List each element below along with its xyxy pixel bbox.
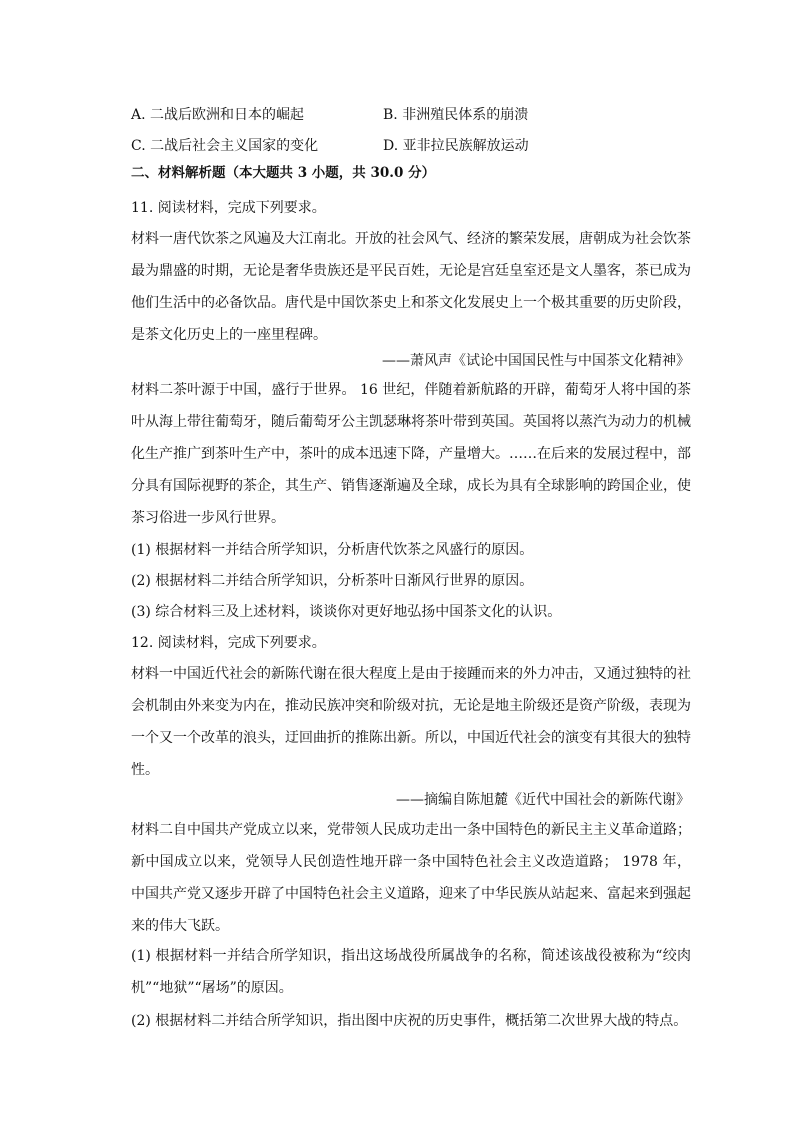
q11-sub-2: (2) 根据材料二并结合所学知识，分析茶叶日渐风行世界的原因。 bbox=[131, 573, 534, 589]
q11-material-2: 材料二茶叶源于中国，盛行于世界。 16 世纪，伴随着新航路的开辟，葡萄牙人将中国的茶叶从海上带往葡萄牙，随后葡萄牙公主凯瑟琳将茶叶带到英国。英国将以蒸汽为动力的机械化生产推广到茶叶生产中，茶叶的成本迅速下降，产量增大。……在后来的发展过程中，部分具有国际视野的茶企，其生产、销售逐渐遍及全球，成长为具有全球影响的跨国企业，使茶习俗进一步风行世界。 bbox=[131, 382, 691, 526]
option-a: A. 二战后欧洲和日本的崛起 bbox=[131, 107, 305, 123]
option-d: D. 亚非拉民族解放运动 bbox=[383, 138, 529, 154]
q12-material-2: 材料二自中国共产党成立以来，党带领人民成功走出一条中国特色的新民主主义革命道路；新中国成立以来，党领导人民创造性地开辟一条中国特色社会主义改造道路； 1978 年，中国共产党又逐步开辟了中国特色社会主义道路，迎来了中华民族从站起来、富起来到强起来的伟大飞跃。 bbox=[131, 822, 691, 934]
q11-stem: 11. 阅读材料，完成下列要求。 bbox=[131, 200, 326, 216]
q11-material-1: 材料一唐代饮茶之风遍及大江南北。开放的社会风气、经济的繁荣发展，唐朝成为社会饮茶最为鼎盛的时期，无论是奢华贵族还是平民百姓，无论是宫廷皇室还是文人墨客，茶已成为他们生活中的必备饮品。唐代是中国饮茶史上和茶文化发展史上一个极其重要的历史阶段，是茶文化历史上的一座里程碑。 bbox=[131, 231, 691, 343]
option-b: B. 非洲殖民体系的崩溃 bbox=[383, 107, 529, 123]
q11-sub-1: (1) 根据材料一并结合所学知识，分析唐代饮茶之风盛行的原因。 bbox=[131, 542, 534, 558]
q12-sub-1: (1) 根据材料一并结合所学知识，指出这场战役所属战争的名称，简述该战役被称为“绞肉机”“地狱”“屠场”的原因。 bbox=[131, 948, 691, 996]
option-c: C. 二战后社会主义国家的变化 bbox=[131, 138, 319, 154]
section-title: 二、材料解析题（本大题共 3 小题，共 30.0 分） bbox=[131, 165, 436, 181]
q12-stem: 12. 阅读材料，完成下列要求。 bbox=[131, 635, 326, 651]
q11-source-1: ——萧风声《试论中国国民性与中国茶文化精神》 bbox=[382, 353, 690, 369]
q12-source-1: ——摘编自陈旭麓《近代中国社会的新陈代谢》 bbox=[396, 792, 690, 808]
q11-sub-3: (3) 综合材料三及上述材料，谈谈你对更好地弘扬中国茶文化的认识。 bbox=[131, 604, 562, 620]
q12-sub-2: (2) 根据材料二并结合所学知识，指出图中庆祝的历史事件，概括第二次世界大战的特点。 bbox=[131, 1013, 688, 1029]
q12-material-1: 材料一中国近代社会的新陈代谢在很大程度上是由于接踵而来的外力冲击，又通过独特的社会机制由外来变为内在，推动民族冲突和阶级对抗，无论是地主阶级还是资产阶级，表现为一个又一个改革的浪头，迂回曲折的推陈出新。所以，中国近代社会的演变有其很大的独特性。 bbox=[131, 666, 691, 778]
